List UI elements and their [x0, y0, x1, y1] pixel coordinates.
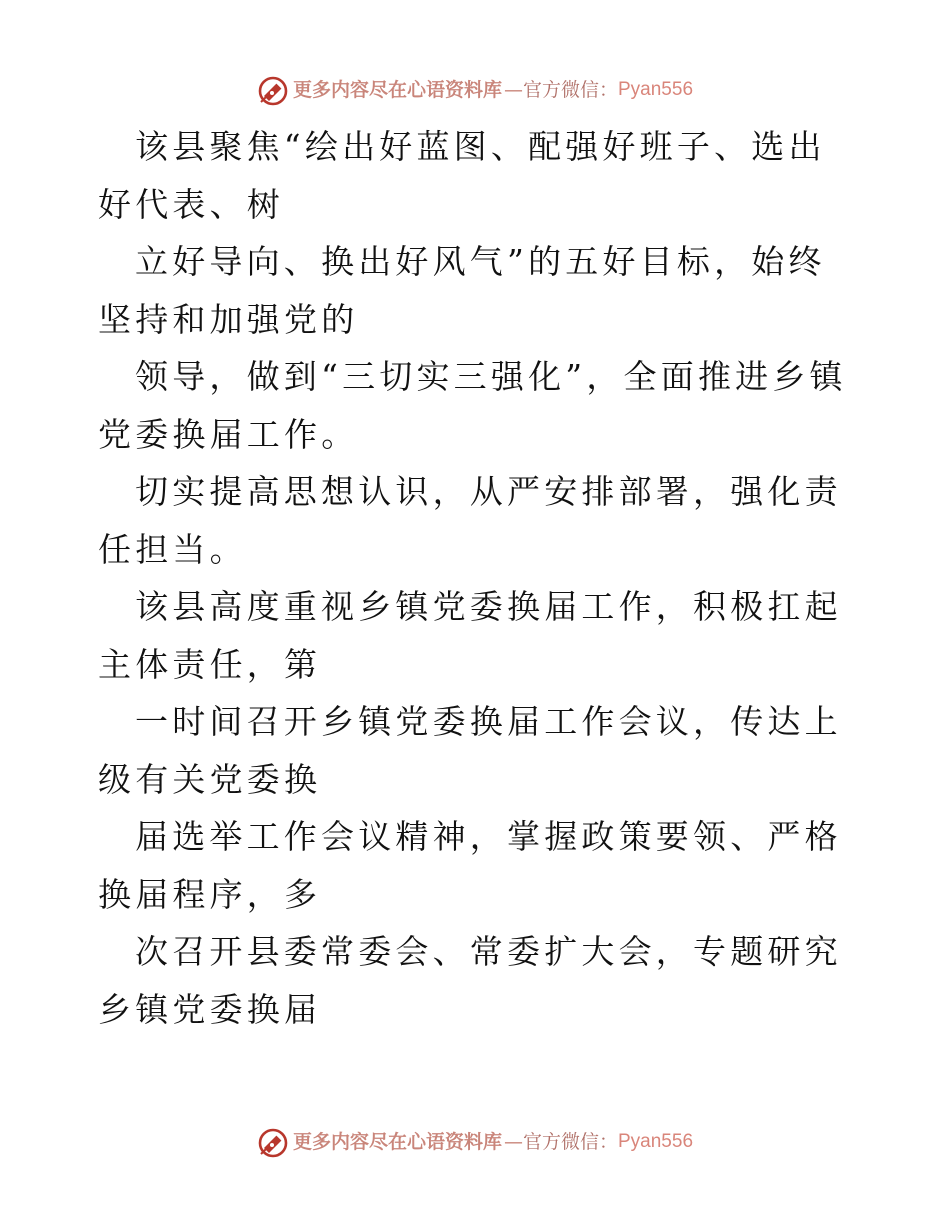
banner-wechat-label: 官方微信：	[522, 79, 618, 101]
document-body	[98, 118, 858, 1038]
banner-title: 更多内容尽在心语资料库	[292, 1131, 502, 1153]
pen-nib-logo-icon	[257, 74, 289, 106]
paragraph-8: 次召开县委常委会、常委扩大会，专题研究乡镇党委换届	[98, 932, 842, 1029]
banner-separator: —	[503, 79, 521, 101]
paragraph-6: 一时间召开乡镇党委换届工作会议，传达上级有关党委换	[98, 702, 842, 799]
paragraph-5: 该县高度重视乡镇党委换届工作，积极扛起主体责任，第	[98, 587, 842, 684]
banner-wechat-id: Pyan556	[618, 79, 694, 100]
header-banner	[0, 74, 950, 106]
paragraph-3: 领导，做到“三切实三强化”，全面推进乡镇党委换届工作。	[98, 357, 847, 454]
paragraph-7: 届选举工作会议精神，掌握政策要领、严格换届程序，多	[98, 817, 842, 914]
paragraph-2: 立好导向、换出好风气”的五好目标，始终坚持和加强党的	[98, 242, 826, 339]
pen-nib-logo-icon	[257, 1126, 289, 1158]
banner-separator: —	[503, 1131, 521, 1153]
footer-banner	[0, 1126, 950, 1158]
banner-wechat-label: 官方微信：	[522, 1131, 618, 1153]
paragraph-4: 切实提高思想认识，从严安排部署，强化责任担当。	[98, 472, 842, 569]
paragraph-1: 该县聚焦“绘出好蓝图、配强好班子、选出好代表、树	[98, 127, 826, 224]
banner-title: 更多内容尽在心语资料库	[292, 79, 502, 101]
banner-wechat-id: Pyan556	[618, 1131, 694, 1152]
